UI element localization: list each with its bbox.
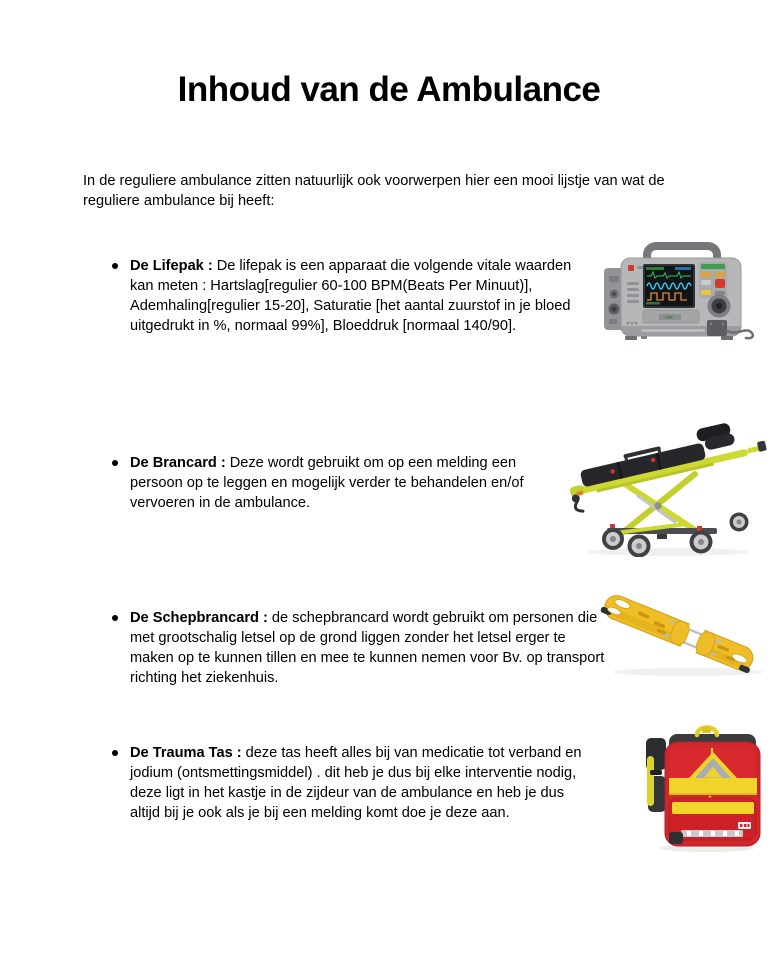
item-description: deze tas heeft alles bij van medicatie tot verband en jodium (ontsmettingsmiddel) . dit heb je dus bij elke interventie nodig, deze ligt in het kastje in de zijdeur van de ambulance en heb je dus altijd bij je ook als je bij een melding komt doe je deze aan. [130,745,582,821]
list-item-text [130,743,598,823]
item-description: de schepbrancard wordt gebruikt om personen die met grootschalig letsel op de grond liggen zonder het letsel erger te maken op te kunnen tillen en mee te kunnen nemen voor Bv. op transport richting het ziekenhuis. [130,610,605,686]
list-item-trauma-tas [103,743,598,823]
item-description: De lifepak is een apparaat die volgende vitale waarden kan meten : Hartslag[regulier 60-100 BPM(Beats Per Minuut)], Ademhaling[regulier 15-20], Saturatie [het aantal zuurstof in je bloed uitgedrukt in %, normaal 99%], Bloeddruk [normaal 140/90]. [130,258,572,334]
intro-paragraph: In de reguliere ambulance zitten natuurlijk ook voorwerpen hier een mooi lijstje van wat de reguliere ambulance bij heeft: [83,173,665,209]
list-item-text [130,256,588,336]
item-label: De Trauma Tas : [130,745,242,761]
lifepak-monitor-icon [603,238,758,343]
scoop-stretcher-icon [596,588,778,683]
brancard-image [563,412,768,562]
list-item-text [130,453,554,513]
item-label: De Brancard : [130,455,226,471]
bullet-marker [103,743,130,823]
list-item-schepbrancard [103,608,608,688]
item-label: De Lifepak : [130,258,213,274]
page-title: Inhoud van de Ambulance [177,70,601,109]
lifepak-image [603,238,758,348]
trauma-tas-image [645,712,765,859]
bullet-marker [103,608,130,688]
bullet-marker [103,453,130,513]
trauma-bag-icon [645,712,765,854]
bullet-marker [103,256,130,336]
ambulance-stretcher-icon [563,412,768,557]
schepbrancard-image [596,588,778,688]
list-item-text [130,608,608,688]
item-description: Deze wordt gebruikt om op een melding een persoon op te leggen en mogelijk verder te behandelen en/of vervoeren in de ambulance. [130,455,524,511]
list-item-lifepak [103,256,588,336]
item-label: De Schepbrancard : [130,610,268,626]
pax-brand-badge [738,822,751,829]
list-item-brancard [103,453,554,513]
